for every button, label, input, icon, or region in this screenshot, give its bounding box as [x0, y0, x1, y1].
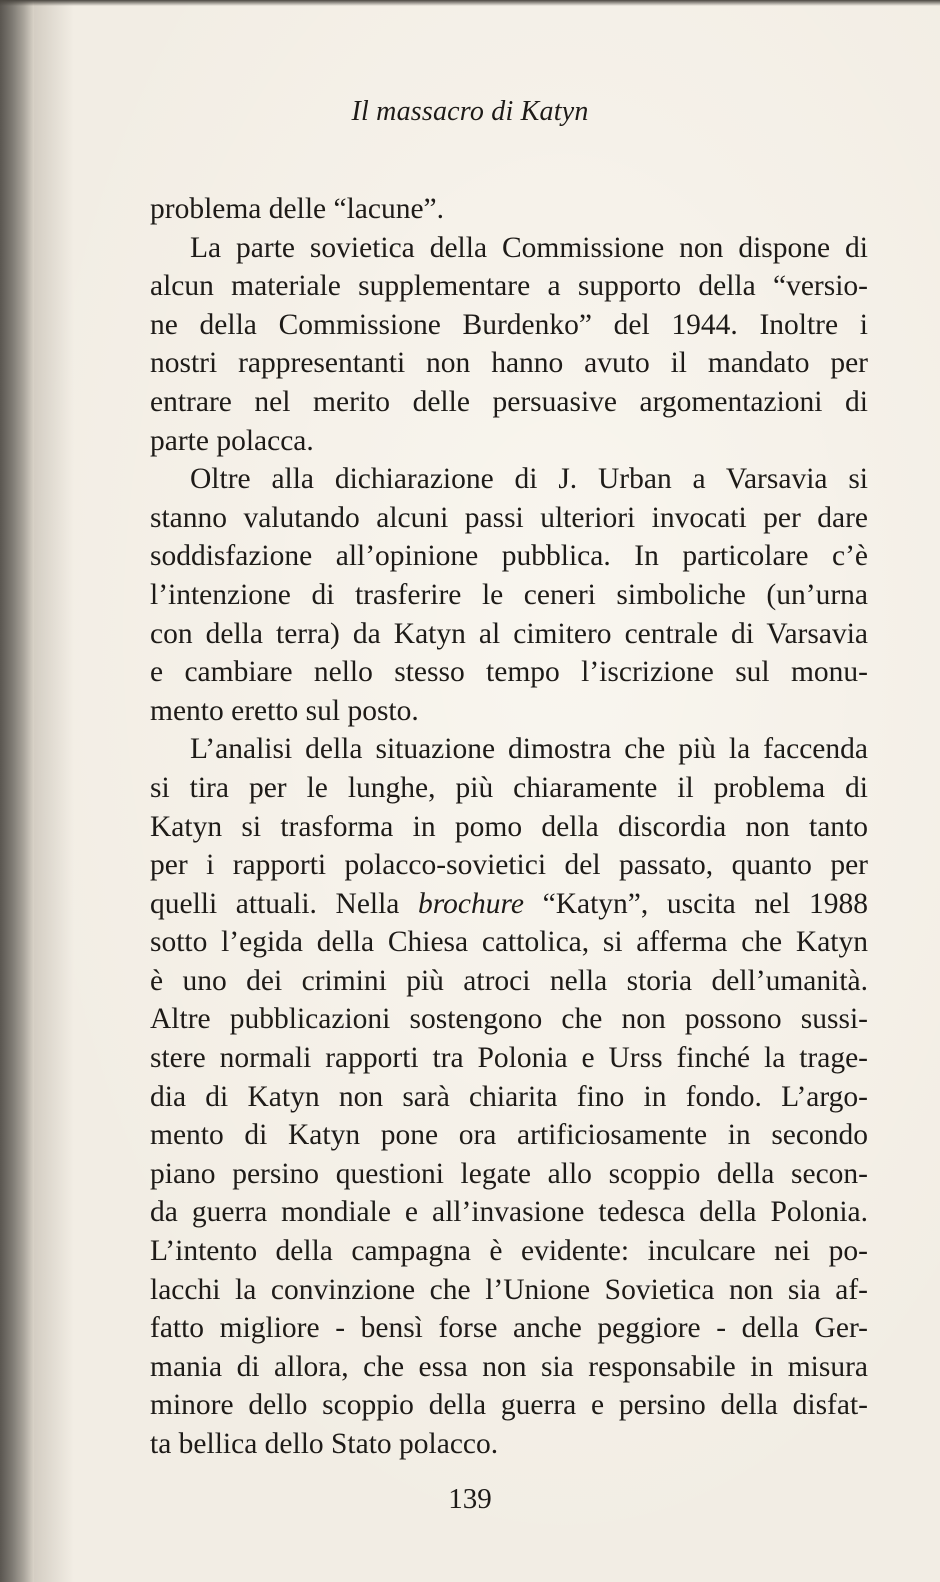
- text-line: L’intento della campagna è evidente: inculcare nei po-: [150, 1235, 868, 1268]
- text-line: stanno valutando alcuni passi ulteriori invocati per dare: [150, 501, 868, 534]
- text-line: è uno dei crimini più atroci nella storia dell’umanità.: [150, 964, 868, 997]
- text-line: mento eretto sul posto.: [150, 694, 419, 727]
- text-line: per i rapporti polacco-sovietici del passato, quanto per: [150, 849, 868, 882]
- text-line: fatto migliore - bensì forse anche peggiore - della Ger-: [150, 1312, 868, 1345]
- page-number: 139: [448, 1483, 492, 1515]
- top-edge: [0, 0, 940, 6]
- body-text: [150, 190, 868, 1464]
- text-line: lacchi la convinzione che l’Unione Sovietica non sia af-: [150, 1273, 868, 1306]
- text-line: dia di Katyn non sarà chiarita fino in fondo. L’argo-: [150, 1080, 868, 1113]
- text-line: mania di allora, che essa non sia responsabile in misura: [150, 1350, 868, 1383]
- text-line: quelli attuali. Nella brochure “Katyn”, uscita nel 1988: [150, 887, 868, 920]
- text-line: con della terra) da Katyn al cimitero centrale di Varsavia: [150, 617, 868, 650]
- text-line: Katyn si trasforma in pomo della discordia non tanto: [150, 810, 868, 843]
- text-line: La parte sovietica della Commissione non dispone di: [190, 231, 868, 264]
- text-line: si tira per le lunghe, più chiaramente il problema di: [150, 771, 868, 804]
- text-line: e cambiare nello stesso tempo l’iscrizione sul monu-: [150, 656, 868, 689]
- text-line: piano persino questioni legate allo scoppio della secon-: [150, 1157, 868, 1190]
- text-line: Oltre alla dichiarazione di J. Urban a Varsavia si: [190, 463, 868, 496]
- italic-term: brochure: [418, 887, 524, 920]
- book-spine: [0, 0, 34, 1582]
- text-line: ne della Commissione Burdenko” del 1944. Inoltre i: [150, 308, 868, 341]
- text-line: stere normali rapporti tra Polonia e Urss finché la trage-: [150, 1042, 868, 1075]
- spine-shadow: [34, 0, 74, 1582]
- text-line: soddisfazione all’opinione pubblica. In particolare c’è: [150, 540, 868, 573]
- text-line: ta bellica dello Stato polacco.: [150, 1428, 499, 1460]
- text-line: sotto l’egida della Chiesa cattolica, si afferma che Katyn: [150, 926, 868, 959]
- text-line: problema delle “lacune”.: [150, 193, 445, 225]
- text-line: alcun materiale supplementare a supporto della “versio-: [150, 270, 868, 303]
- text-line: mento di Katyn pone ora artificiosamente in secondo: [150, 1119, 868, 1152]
- text-line: L’analisi della situazione dimostra che più la faccenda: [190, 733, 868, 766]
- text-line: entrare nel merito delle persuasive argomentazioni di: [150, 385, 868, 418]
- text-line: l’intenzione di trasferire le ceneri simboliche (un’urna: [150, 578, 868, 611]
- running-head: Il massacro di Katyn: [351, 96, 589, 127]
- text-line: da guerra mondiale e all’invasione tedesca della Polonia.: [150, 1196, 868, 1229]
- text-line: parte polacca.: [150, 424, 314, 457]
- text-line: minore dello scoppio della guerra e persino della disfat-: [150, 1389, 868, 1422]
- text-line: nostri rappresentanti non hanno avuto il mandato per: [150, 347, 868, 380]
- text-line: Altre pubblicazioni sostengono che non possono sussi-: [150, 1003, 868, 1036]
